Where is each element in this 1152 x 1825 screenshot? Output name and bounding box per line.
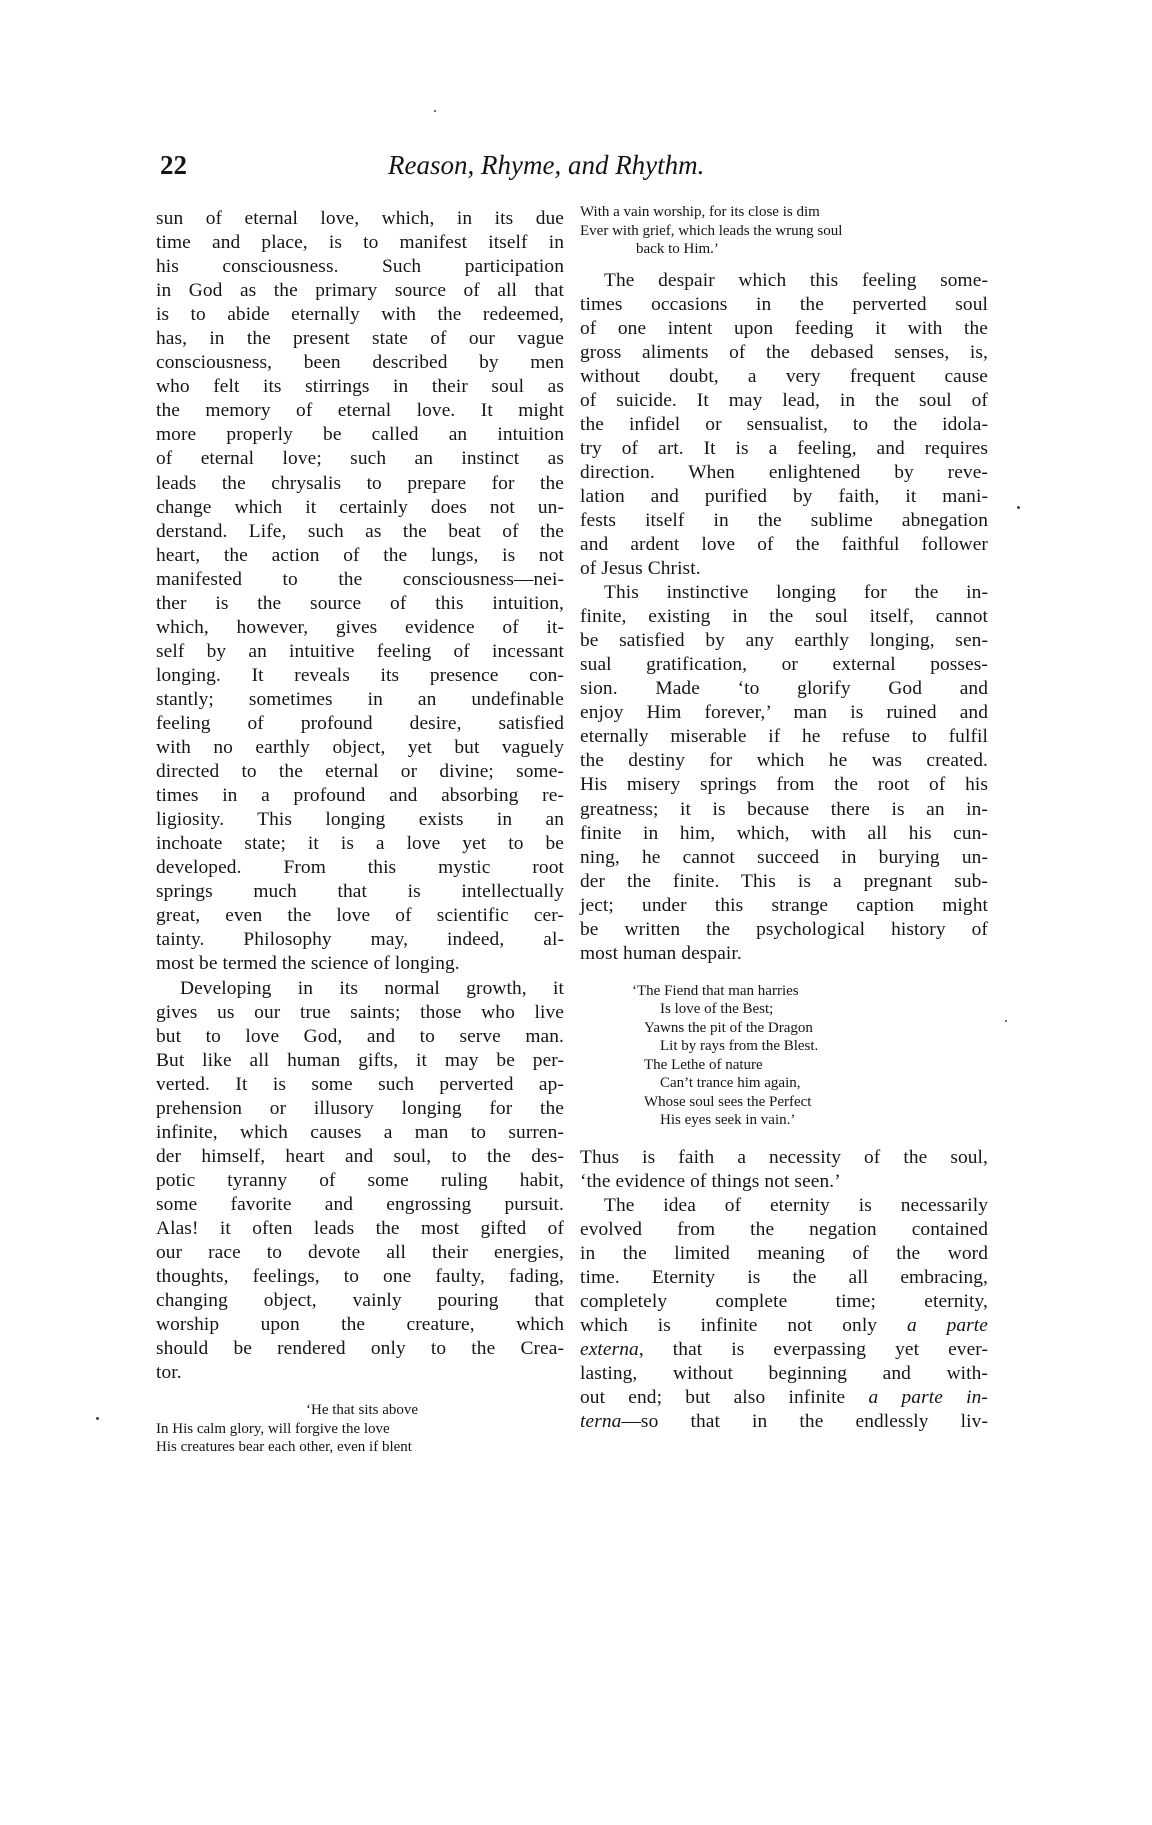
right-column [580,204,988,1434]
text-line: terna—so that in the endlessly liv- [580,1411,988,1433]
text-line: derstand. Life, such as the beat of the [156,520,564,542]
verse-line: With a vain worship, for its close is dim [580,204,820,220]
text-line: try of art. It is a feeling, and requires [580,437,988,459]
text-line: thoughts, feelings, to one faulty, fading, [156,1266,564,1288]
verse-line: In His calm glory, will forgive the love [156,1420,390,1437]
text-line: of Jesus Christ. [580,558,701,580]
text-line: feeling of profound desire, satisfied [156,712,564,734]
text-line: springs much that is intellectually [156,881,564,903]
page-number: 22 [160,150,187,180]
scan-speck [1005,1020,1007,1022]
text-line: times occasions in the perverted soul [580,293,988,315]
text-line: is to abide eternally with the redeemed, [156,304,564,326]
text-line: lation and purified by faith, it mani- [580,485,988,507]
text-line: time. Eternity is the all embracing, [580,1267,988,1289]
text-line: finite in him, which, with all his cun- [580,822,988,844]
text-line: infinite, which causes a man to surren- [156,1121,564,1143]
text-line: self by an intuitive feeling of incessant [156,640,564,662]
right-paragraph-4 [580,1194,988,1434]
text-line: longing. It reveals its presence con- [156,664,564,686]
text-line: some favorite and engrossing pursuit. [156,1193,564,1215]
text-line: which, however, gives evidence of it- [156,616,564,638]
verse-line: The Lethe of nature [644,1056,763,1073]
text-line: change which it certainly does not un- [156,496,564,518]
text-line: our race to devote all their energies, [156,1242,564,1264]
text-line: his consciousness. Such participation [156,256,564,278]
text-line: Alas! it often leads the most gifted of [156,1217,564,1239]
text-line: who felt its stirrings in their soul as [156,376,564,398]
scan-speck [96,1417,99,1420]
text-line: The idea of eternity is necessarily [604,1194,988,1216]
verse-line: Is love of the Best; [660,1001,774,1018]
text-line: der himself, heart and soul, to the des- [156,1145,564,1167]
right-paragraph-1 [580,269,988,582]
text-line: ning, he cannot succeed in burying un- [580,846,988,868]
text-line: but to love God, and to serve man. [156,1025,564,1047]
text-line: which is infinite not only a parte [580,1315,988,1337]
text-line: tor. [156,1362,182,1384]
text-line: in God as the primary source of all that [156,280,564,302]
scan-speck [1017,506,1020,509]
text-line: ject; under this strange caption might [580,894,988,916]
text-line: sion. Made ‘to glorify God and [580,678,988,700]
text-line: without doubt, a very frequent cause [580,365,988,387]
text-line: enjoy Him forever,’ man is ruined and [580,702,988,724]
text-line: fests itself in the sublime abnegation [580,509,988,531]
verse-line: Ever with grief, which leads the wrung soul [580,222,843,239]
text-line: changing object, vainly pouring that [156,1290,564,1312]
text-line: consciousness, been described by men [156,352,564,374]
scan-speck [434,110,436,112]
verse-line: ‘The Fiend that man harries [632,982,799,999]
text-line: the infidel or sensualist, to the idola- [580,413,988,435]
verse-line: Lit by rays from the Blest. [660,1038,819,1055]
text-line: ‘the evidence of things not seen.’ [580,1170,841,1192]
text-line: ligiosity. This longing exists in an [156,809,564,831]
text-line: great, even the love of scientific cer- [156,905,564,927]
text-line: has, in the present state of our vague [156,328,564,350]
text-line: and ardent love of the faithful follower [580,534,988,556]
text-line: completely complete time; eternity, [580,1291,988,1313]
verse-line: Yawns the pit of the Dragon [644,1019,813,1036]
running-title: Reason, Rhyme, and Rhythm. [388,150,705,180]
text-line: evolved from the negation contained [580,1219,988,1240]
text-line: most human despair. [580,942,742,964]
text-line: sual gratification, or external posses- [580,654,988,676]
text-line: tainty. Philosophy may, indeed, al- [156,929,564,951]
text-line: out end; but also infinite a parte in- [580,1387,988,1409]
text-line: times in a profound and absorbing re- [156,785,564,807]
left-verse-quote [156,1401,564,1457]
text-line: the destiny for which he was created. [580,750,988,772]
verse-line: His eyes seek in vain.’ [660,1112,796,1129]
verse-line: Whose soul sees the Perfect [644,1093,812,1110]
text-line: directed to the eternal or divine; some- [156,761,564,783]
page-header [160,150,860,190]
text-line: der the finite. This is a pregnant sub- [580,870,988,892]
text-line: the memory of eternal love. It might [156,400,564,422]
text-line: stantly; sometimes in an undefinable [156,688,564,710]
left-column [156,207,564,1457]
left-paragraph-1 [156,207,564,977]
right-paragraph-3 [580,1146,988,1194]
text-line: sun of eternal love, which, in its due [156,208,564,229]
text-line: Thus is faith a necessity of the soul, [580,1146,988,1168]
text-line: lasting, without beginning and with- [580,1363,988,1385]
text-line: worship upon the creature, which [156,1314,564,1336]
text-line: prehension or illusory longing for the [156,1097,564,1119]
verse-line: back to Him.’ [636,241,719,257]
text-line: leads the chrysalis to prepare for the [156,472,564,494]
text-line: with no earthly object, yet but vaguely [156,737,564,759]
text-line: gives us our true saints; those who live [156,1001,564,1023]
text-line: gross aliments of the debased senses, is, [580,341,988,363]
text-line: ther is the source of this intuition, [156,592,564,614]
text-line: of eternal love; such an instinct as [156,448,564,470]
text-line: greatness; it is because there is an in- [580,798,988,820]
text-line: externa, that is everpassing yet ever- [580,1339,988,1361]
text-line: more properly be called an intuition [156,424,564,446]
text-line: eternally miserable if he refuse to fulfil [580,726,988,748]
text-line: verted. It is some such perverted ap- [156,1073,564,1095]
text-line: His misery springs from the root of his [580,774,988,796]
text-line: potic tyranny of some ruling habit, [156,1169,564,1191]
verse-line: Can’t trance him again, [660,1075,801,1092]
right-verse-quote [580,982,988,1130]
text-line: in the limited meaning of the word [580,1243,988,1265]
verse-line: His creatures bear each other, even if blent [156,1439,412,1456]
text-line: manifested to the consciousness—nei- [156,568,564,590]
text-line: heart, the action of the lungs, is not [156,544,564,566]
text-line: be written the psychological history of [580,918,988,940]
text-line: direction. When enlightened by reve- [580,461,988,483]
left-paragraph-2 [156,977,564,1386]
text-line: of one intent upon feeding it with the [580,317,988,339]
text-line: time and place, is to manifest itself in [156,232,564,254]
text-line: But like all human gifts, it may be per- [156,1049,564,1071]
text-line: Developing in its normal growth, it [180,977,564,999]
text-line: inchoate state; it is a love yet to be [156,833,564,855]
text-line: The despair which this feeling some- [604,269,988,291]
right-verse-continued [580,203,988,259]
text-line: be satisfied by any earthly longing, sen- [580,630,988,652]
text-line: most be termed the science of longing. [156,953,460,975]
right-paragraph-2 [580,581,988,966]
text-line: should be rendered only to the Crea- [156,1338,564,1360]
text-line: This instinctive longing for the in- [604,582,988,604]
text-line: developed. From this mystic root [156,857,564,879]
text-line: of suicide. It may lead, in the soul of [580,389,988,411]
text-line: finite, existing in the soul itself, cannot [580,606,988,628]
verse-line: ‘He that sits above [306,1402,419,1419]
